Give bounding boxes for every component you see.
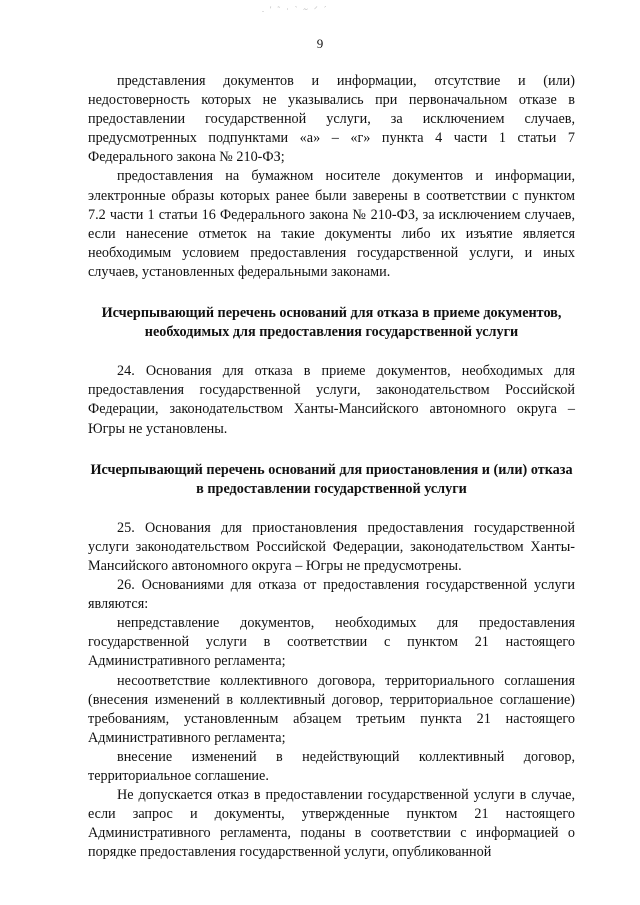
paragraph-24: 24. Основания для отказа в приеме документов, необходимых для предоставления государственной услуги, законодательством Российской Федерации, законодательством Ханты-Мансийского автономного округа – Югры не установлены. bbox=[88, 363, 575, 437]
page-number: 9 bbox=[316, 36, 324, 51]
paragraph-intro-2: предоставления на бумажном носителе документов и информации, электронные образы которых ранее были заверены в соответствии с пунктом 7.2 части 1 статьи 16 Федерального закона № 210-ФЗ, за исключением случаев, если нанесение отметок на такие документы либо их изъятие является необходимым условием предоставления государственной услуги, и иных случаев, установленных федеральными законами. bbox=[88, 168, 575, 280]
scan-artifact: . ' ˜ · ` ~ ⸍ ´ bbox=[262, 5, 329, 14]
section-heading-suspension-refusal: Исчерпывающий перечень оснований для приостановления и (или) отказа в предоставлении государственной услуги bbox=[90, 461, 573, 497]
paragraph-26-item-3: внесение изменений в недействующий коллективный договор, территориальное соглашение. bbox=[88, 748, 575, 784]
paragraph-intro-1: представления документов и информации, отсутствие и (или) недостоверность которых не указывались при первоначальном отказе в предоставлении государственной услуги, за исключением случаев, предусмотренных подпунктами «а» – «г» пункта 4 части 1 статьи 7 Федерального закона № 210-ФЗ; bbox=[88, 73, 575, 166]
paragraph-25: 25. Основания для приостановления предоставления государственной услуги законодательством Российской Федерации, законодательством Ханты-Мансийского автономного округа – Югры не предусмотрены. bbox=[88, 519, 575, 574]
paragraph-26-item-1: непредставление документов, необходимых для предоставления государственной услуги в соответствии с пунктом 21 настоящего Административного регламента; bbox=[88, 615, 575, 670]
paragraph-26-item-2: несоответствие коллективного договора, территориального соглашения (внесения изменений в коллективный договор, территориальное соглашение) требованиям, установленным абзацем третьим пункта 21 настоящего Административного регламента; bbox=[88, 672, 575, 746]
document-body bbox=[88, 72, 575, 862]
paragraph-no-refusal: Не допускается отказ в предоставлении государственной услуги в случае, если запрос и документы, утвержденные пунктом 21 настоящего Административного регламента, поданы в соответствии с информацией о порядке предоставления государственной услуги, опубликованной bbox=[88, 787, 575, 861]
paragraph-26: 26. Основаниями для отказа от предоставления государственной услуги являются: bbox=[88, 577, 575, 613]
section-heading-refusal-acceptance: Исчерпывающий перечень оснований для отказа в приеме документов, необходимых для предоставления государственной услуги bbox=[101, 305, 562, 341]
